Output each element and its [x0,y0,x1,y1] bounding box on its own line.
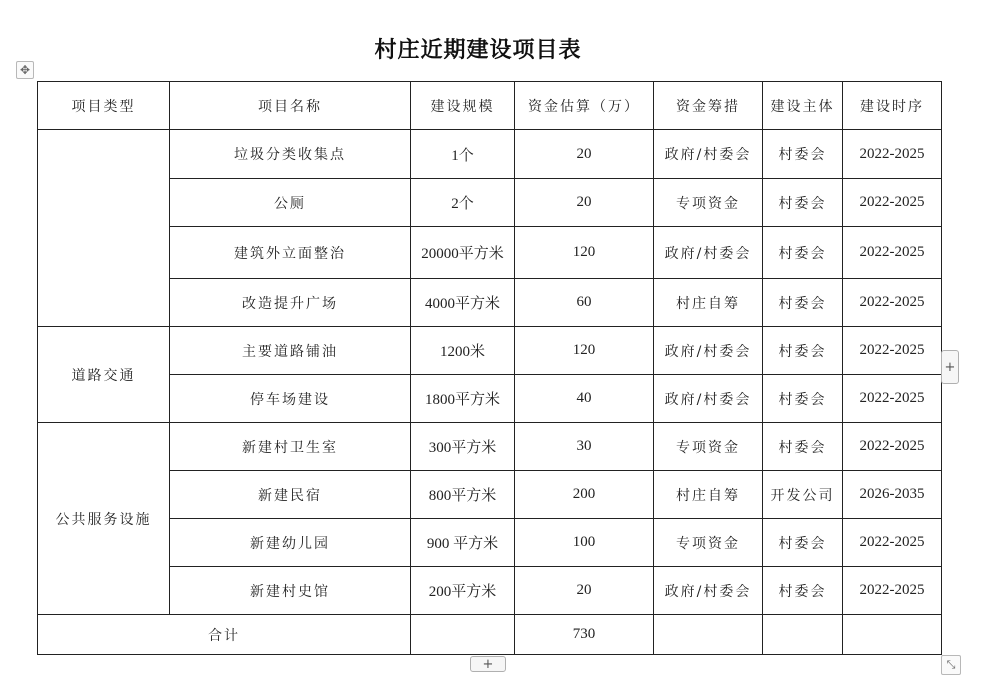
period-cell[interactable]: 2022-2025 [843,227,942,279]
table-row [38,279,942,327]
total-label-cell[interactable]: 合计 [38,615,411,655]
period-cell[interactable]: 2022-2025 [843,327,942,375]
period-cell[interactable]: 2022-2025 [843,375,942,423]
table-row [38,130,942,179]
builder-cell[interactable]: 村委会 [763,227,843,279]
project-name-cell[interactable]: 改造提升广场 [170,279,411,327]
funding-cell[interactable]: 政府/村委会 [654,567,763,615]
project-name-cell[interactable]: 新建幼儿园 [170,519,411,567]
table-row [38,471,942,519]
period-cell[interactable]: 2022-2025 [843,519,942,567]
funding-cell[interactable]: 专项资金 [654,179,763,227]
cost-cell[interactable]: 20 [515,567,654,615]
header-cell[interactable]: 建设时序 [843,82,942,130]
project-name-cell[interactable]: 新建村卫生室 [170,423,411,471]
empty-cell[interactable] [843,615,942,655]
funding-cell[interactable]: 村庄自筹 [654,471,763,519]
project-name-cell[interactable]: 垃圾分类收集点 [170,130,411,179]
header-cell[interactable]: 建设规模 [411,82,515,130]
header-cell[interactable]: 项目名称 [170,82,411,130]
project-name-cell[interactable]: 公厕 [170,179,411,227]
scale-cell[interactable]: 1800平方米 [411,375,515,423]
project-table [37,81,942,655]
project-name-cell[interactable]: 停车场建设 [170,375,411,423]
project-type-cell[interactable]: 公共服务设施 [38,423,170,615]
builder-cell[interactable]: 村委会 [763,130,843,179]
project-name-cell[interactable]: 新建村史馆 [170,567,411,615]
period-cell[interactable]: 2026-2035 [843,471,942,519]
empty-cell[interactable] [763,615,843,655]
cost-cell[interactable]: 30 [515,423,654,471]
scale-cell[interactable]: 4000平方米 [411,279,515,327]
table-row [38,375,942,423]
table-row [38,423,942,471]
table-move-icon[interactable]: ✥ [16,61,34,79]
funding-cell[interactable]: 政府/村委会 [654,227,763,279]
project-name-cell[interactable]: 新建民宿 [170,471,411,519]
builder-cell[interactable]: 村委会 [763,375,843,423]
table-row [38,179,942,227]
funding-cell[interactable]: 政府/村委会 [654,327,763,375]
table-resize-icon[interactable]: ⤡ [941,655,961,675]
table-row [38,227,942,279]
plus-icon: + [482,656,494,672]
cost-cell[interactable]: 100 [515,519,654,567]
cost-cell[interactable]: 20 [515,130,654,179]
plus-icon: + [944,359,956,375]
builder-cell[interactable]: 村委会 [763,327,843,375]
funding-cell[interactable]: 村庄自筹 [654,279,763,327]
document-title: 村庄近期建设项目表 [374,38,582,63]
header-cell[interactable]: 资金筹措 [654,82,763,130]
header-cell[interactable]: 建设主体 [763,82,843,130]
scale-cell[interactable]: 2个 [411,179,515,227]
scale-cell[interactable]: 900 平方米 [411,519,515,567]
builder-cell[interactable]: 开发公司 [763,471,843,519]
scale-cell[interactable]: 300平方米 [411,423,515,471]
builder-cell[interactable]: 村委会 [763,519,843,567]
table-row [38,519,942,567]
funding-cell[interactable]: 政府/村委会 [654,130,763,179]
period-cell[interactable]: 2022-2025 [843,567,942,615]
scale-cell[interactable]: 1个 [411,130,515,179]
cost-cell[interactable]: 40 [515,375,654,423]
builder-cell[interactable]: 村委会 [763,279,843,327]
add-row-button[interactable] [470,656,506,672]
table-row [38,327,942,375]
scale-cell[interactable]: 800平方米 [411,471,515,519]
cost-cell[interactable]: 200 [515,471,654,519]
header-cell[interactable]: 资金估算（万） [515,82,654,130]
total-row [38,615,942,655]
funding-cell[interactable]: 政府/村委会 [654,375,763,423]
funding-cell[interactable]: 专项资金 [654,519,763,567]
period-cell[interactable]: 2022-2025 [843,179,942,227]
builder-cell[interactable]: 村委会 [763,423,843,471]
table-row [38,567,942,615]
cost-cell[interactable]: 20 [515,179,654,227]
cost-cell[interactable]: 120 [515,227,654,279]
empty-cell[interactable] [654,615,763,655]
funding-cell[interactable]: 专项资金 [654,423,763,471]
project-type-cell[interactable]: 道路交通 [38,327,170,423]
project-type-cell[interactable] [38,130,170,327]
total-cost-cell[interactable]: 730 [515,615,654,655]
add-column-button[interactable] [941,350,959,384]
cost-cell[interactable]: 120 [515,327,654,375]
scale-cell[interactable]: 1200米 [411,327,515,375]
scale-cell[interactable]: 200平方米 [411,567,515,615]
project-name-cell[interactable]: 主要道路铺油 [170,327,411,375]
period-cell[interactable]: 2022-2025 [843,423,942,471]
header-cell[interactable]: 项目类型 [38,82,170,130]
cost-cell[interactable]: 60 [515,279,654,327]
builder-cell[interactable]: 村委会 [763,179,843,227]
period-cell[interactable]: 2022-2025 [843,130,942,179]
builder-cell[interactable]: 村委会 [763,567,843,615]
header-row [38,82,942,130]
project-name-cell[interactable]: 建筑外立面整治 [170,227,411,279]
period-cell[interactable]: 2022-2025 [843,279,942,327]
empty-cell[interactable] [411,615,515,655]
scale-cell[interactable]: 20000平方米 [411,227,515,279]
